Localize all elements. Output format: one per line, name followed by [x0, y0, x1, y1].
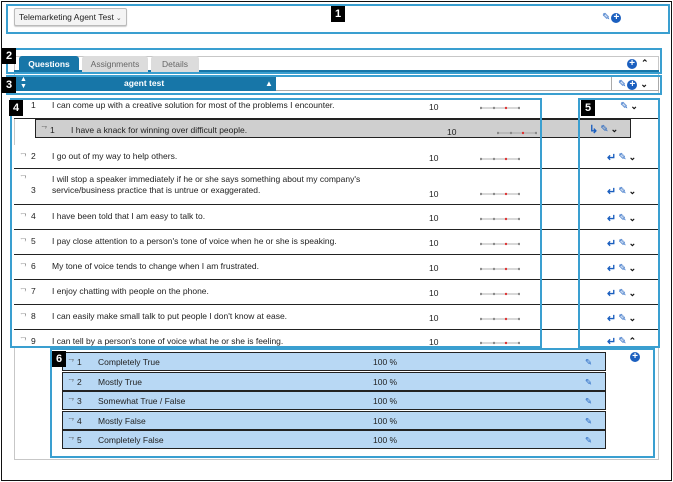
chevron-down-icon[interactable]: ⌄ — [628, 152, 637, 162]
plus-circle-icon[interactable]: + — [627, 59, 637, 69]
pencil-icon[interactable]: ✎ — [618, 78, 627, 90]
pencil-icon[interactable]: ✎ — [585, 377, 593, 387]
question-score: 10 — [429, 238, 439, 248]
question-text: I have a knack for winning over difficult people. — [71, 125, 248, 135]
question-number: 5 — [31, 236, 36, 246]
question-score: 10 — [429, 263, 439, 273]
question-score: 10 — [429, 288, 439, 298]
question-text: My tone of voice tends to change when I am frustrated. — [52, 261, 259, 271]
drag-handle-icon[interactable]: ᄀ — [67, 358, 76, 368]
answer-number: 1 — [77, 357, 82, 367]
plus-circle-icon[interactable]: + — [627, 80, 637, 90]
question-text: I go out of my way to help others. — [52, 151, 178, 161]
return-arrow-icon[interactable]: ↵ — [607, 313, 617, 325]
callout-marker-6: 6 — [52, 351, 66, 367]
question-score: 10 — [429, 189, 439, 199]
question-number: 6 — [31, 261, 36, 271]
chevron-down-icon: ⌄ — [115, 15, 122, 22]
question-score: 10 — [429, 337, 439, 347]
question-text: I can easily make small talk to put people I don't know at ease. — [52, 311, 288, 321]
return-arrow-icon[interactable]: ↵ — [607, 238, 617, 250]
pencil-icon[interactable]: ✎ — [620, 100, 629, 112]
drag-handle-icon[interactable]: ᄀ — [67, 436, 76, 446]
section-title: agent test — [124, 78, 165, 88]
question-text: I enjoy chatting with people on the phone. — [52, 286, 209, 296]
answer-percent: 100 % — [373, 377, 398, 387]
chevron-up-icon[interactable]: ⌃ — [641, 58, 649, 68]
drag-handle-icon[interactable]: ᄀ — [67, 417, 76, 427]
drag-handle-icon[interactable]: ᄀ — [67, 397, 76, 407]
question-score: 10 — [429, 313, 439, 323]
plus-circle-icon[interactable]: + — [611, 13, 621, 23]
pencil-icon[interactable]: ✎ — [600, 123, 609, 135]
callout-marker-5: 5 — [581, 100, 595, 116]
tab-assignments[interactable]: Assignments — [82, 56, 148, 73]
drag-handle-icon[interactable]: ᄀ — [19, 263, 28, 273]
indent-arrow-icon[interactable]: ↳ — [589, 124, 599, 136]
question-number: 7 — [31, 286, 36, 296]
question-score: 10 — [447, 127, 457, 137]
callout-box-2 — [6, 48, 662, 74]
chevron-down-icon[interactable]: ⌄ — [610, 124, 619, 134]
answer-label: Somewhat True / False — [98, 396, 186, 406]
drag-handle-icon[interactable]: ᄀ — [19, 175, 28, 185]
callout-marker-3: 3 — [2, 77, 16, 93]
chevron-down-icon[interactable]: ⌄ — [628, 313, 637, 323]
question-text: I will stop a speaker immediately if he or she says something about my company's service/business practice that is untrue or exaggerated. — [52, 174, 361, 195]
return-arrow-icon[interactable]: ↵ — [607, 152, 617, 164]
chevron-down-icon[interactable]: ⌄ — [628, 238, 637, 248]
chevron-down-icon[interactable]: ⌄ — [628, 186, 637, 196]
drag-handle-icon[interactable]: ᄀ — [67, 378, 76, 388]
chevron-down-icon[interactable]: ⌄ — [628, 288, 637, 298]
answer-label: Mostly False — [98, 416, 146, 426]
return-arrow-icon[interactable]: ↵ — [607, 336, 617, 348]
question-number: 1 — [31, 100, 36, 110]
question-text: I can tell by a person's tone of voice what he or she is feeling. — [52, 336, 284, 346]
question-score: 10 — [429, 102, 439, 112]
question-text: I pay close attention to a person's tone of voice when he or she is speaking. — [52, 236, 337, 246]
callout-marker-1: 1 — [331, 6, 345, 22]
return-arrow-icon[interactable]: ↵ — [607, 263, 617, 275]
callout-box-6 — [50, 348, 655, 458]
answer-percent: 100 % — [373, 435, 398, 445]
question-number: 2 — [31, 151, 36, 161]
tab-questions[interactable]: Questions — [19, 56, 79, 73]
answer-percent: 100 % — [373, 396, 398, 406]
pencil-icon[interactable]: ✎ — [602, 12, 611, 23]
callout-box-3 — [6, 75, 662, 95]
sort-arrows-icon[interactable]: ▲ ▼ — [20, 76, 27, 90]
pencil-icon[interactable]: ✎ — [585, 357, 593, 367]
chevron-down-icon[interactable]: ⌄ — [640, 79, 648, 89]
pencil-icon[interactable]: ✎ — [585, 435, 593, 445]
answer-label: Completely False — [98, 435, 164, 445]
answer-percent: 100 % — [373, 357, 398, 367]
answer-label: Completely True — [98, 357, 160, 367]
question-score: 10 — [429, 153, 439, 163]
chevron-down-icon[interactable]: ⌄ — [628, 263, 637, 273]
chevron-down-icon[interactable]: ⌄ — [630, 101, 638, 111]
question-text: I have been told that I am easy to talk to. — [52, 211, 206, 221]
return-arrow-icon[interactable]: ↵ — [607, 213, 617, 225]
question-number: 8 — [31, 311, 36, 321]
callout-marker-2: 2 — [2, 48, 16, 64]
drag-handle-icon[interactable]: ᄀ — [40, 125, 49, 135]
pencil-icon[interactable]: ✎ — [618, 312, 627, 324]
chevron-down-icon[interactable]: ⌄ — [628, 213, 637, 223]
question-score: 10 — [429, 213, 439, 223]
pencil-icon[interactable]: ✎ — [618, 237, 627, 249]
triangle-up-icon[interactable]: ▲ — [265, 79, 273, 88]
pencil-icon[interactable]: ✎ — [585, 396, 593, 406]
drag-handle-icon[interactable]: ᄀ — [19, 288, 28, 298]
answer-number: 2 — [77, 377, 82, 387]
plus-circle-icon[interactable]: + — [630, 352, 640, 362]
answer-label: Mostly True — [98, 377, 142, 387]
drag-handle-icon[interactable]: ᄀ — [19, 337, 28, 347]
return-arrow-icon[interactable]: ↵ — [607, 186, 617, 198]
question-number: 4 — [31, 211, 36, 221]
drag-handle-icon[interactable]: ᄀ — [19, 238, 28, 248]
drag-handle-icon[interactable]: ᄀ — [19, 153, 28, 163]
question-number: 3 — [31, 185, 36, 195]
question-number: 9 — [31, 336, 36, 346]
pencil-icon[interactable]: ✎ — [618, 212, 627, 224]
answer-number: 5 — [77, 435, 82, 445]
drag-handle-icon[interactable]: ᄀ — [19, 213, 28, 223]
test-selector-label: Telemarketing Agent Test — [19, 12, 114, 22]
pencil-icon[interactable]: ✎ — [585, 416, 593, 426]
pencil-icon[interactable]: ✎ — [618, 185, 627, 197]
pencil-icon[interactable]: ✎ — [618, 262, 627, 274]
callout-box-5 — [578, 98, 660, 348]
pencil-icon[interactable]: ✎ — [618, 335, 627, 347]
drag-handle-icon[interactable]: ᄀ — [19, 313, 28, 323]
answer-number: 3 — [77, 396, 82, 406]
question-number: 1 — [50, 125, 55, 135]
chevron-up-icon[interactable]: ⌃ — [628, 336, 637, 346]
tab-details[interactable]: Details — [151, 56, 199, 73]
pencil-icon[interactable]: ✎ — [618, 151, 627, 163]
question-text: I can come up with a creative solution for most of the problems I encounter. — [52, 100, 335, 110]
callout-box-4 — [10, 98, 542, 348]
answer-percent: 100 % — [373, 416, 398, 426]
pencil-icon[interactable]: ✎ — [618, 287, 627, 299]
callout-marker-4: 4 — [9, 100, 23, 116]
answer-number: 4 — [77, 416, 82, 426]
return-arrow-icon[interactable]: ↵ — [607, 288, 617, 300]
